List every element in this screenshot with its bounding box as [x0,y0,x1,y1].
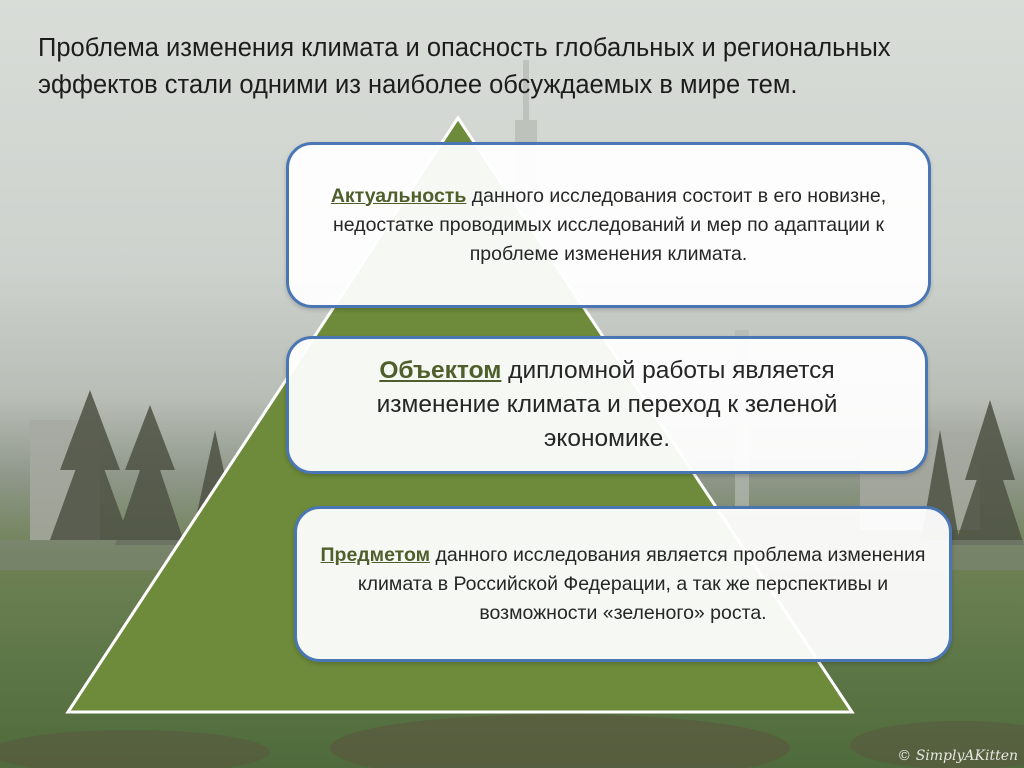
object-text: дипломной работы является изменение климата и переход к зеленой экономике. [376,357,838,452]
subject-label: Предметом [320,543,431,566]
subject-text: данного исследования является проблема изменения климата в Российской Федерации, а так же перспективы и возможности «зеленого» роста. [357,543,926,624]
relevance-card [286,142,931,308]
relevance-text: данного исследования состоит в его новизне, недостатке проводимых исследований и мер по адаптации к проблеме изменения климата. [333,184,887,265]
object-label: Объектом [379,357,502,384]
object-card [286,336,928,474]
photo-watermark: © SimplyAKitten [897,748,1018,764]
relevance-label: Актуальность [330,184,467,207]
slide-title: Проблема изменения климата и опасность глобальных и региональных эффектов стали одними из наиболее обсуждаемых в мире тем. [38,34,891,99]
subject-card [294,506,952,662]
